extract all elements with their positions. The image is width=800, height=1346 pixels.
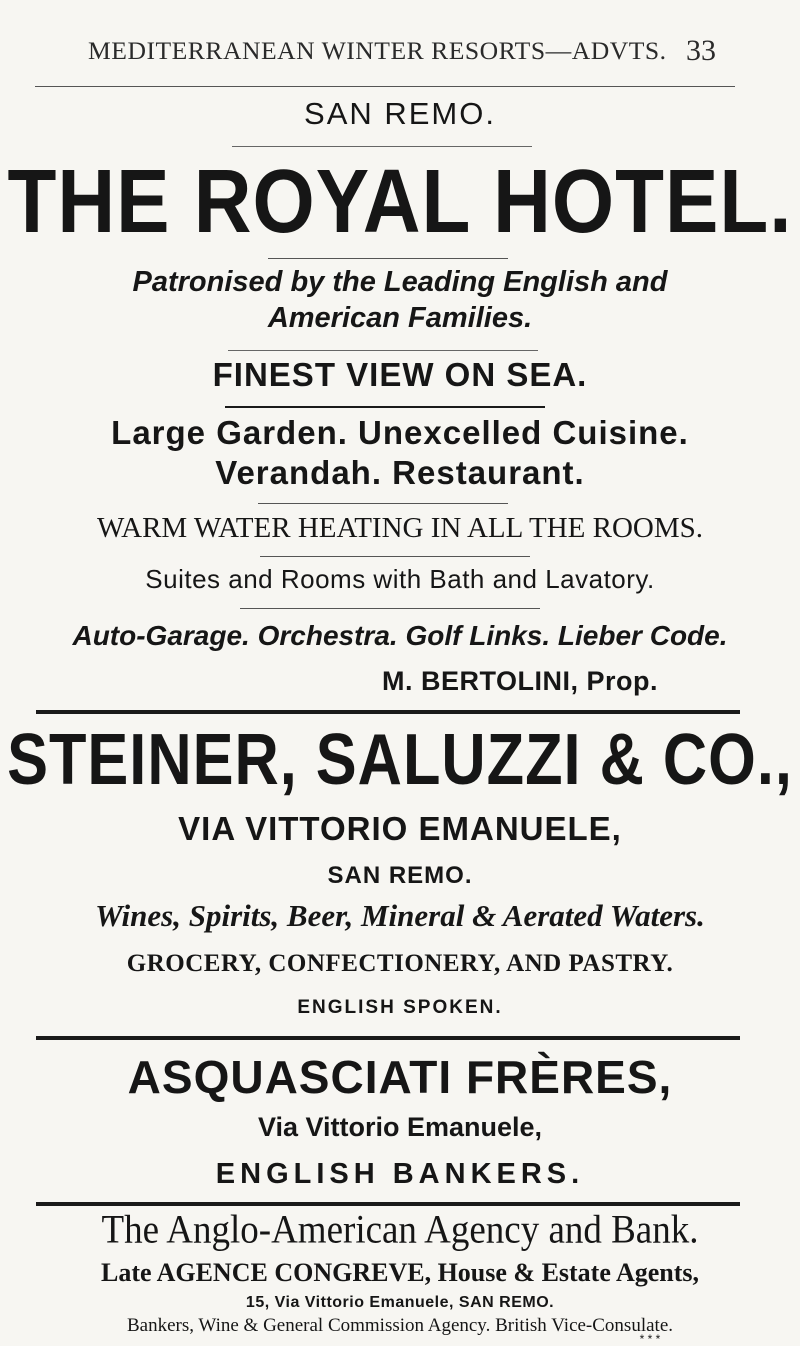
- divider: [225, 406, 545, 408]
- page-number: 33: [686, 34, 716, 67]
- patronage-line-1: Patronised by the Leading English and: [132, 266, 668, 298]
- heating-line: WARM WATER HEATING IN ALL THE ROOMS.: [96, 512, 704, 544]
- firm-name: ASQUASCIATI FRÈRES,: [127, 1051, 673, 1103]
- language-line: ENGLISH SPOKEN.: [297, 997, 503, 1018]
- divider: [258, 503, 508, 504]
- services-line: Bankers, Wine & General Commission Agency. British Vice-Consulate.: [126, 1315, 674, 1336]
- header-rule: [35, 86, 735, 87]
- agency-name: The Anglo-American Agency and Bank.: [101, 1207, 699, 1253]
- divider: [240, 608, 540, 609]
- divider: [268, 258, 508, 259]
- goods-line: Wines, Spirits, Beer, Mineral & Aerated Waters.: [95, 898, 705, 933]
- business-line: ENGLISH BANKERS.: [215, 1158, 585, 1190]
- grocery-line: GROCERY, CONFECTIONERY, AND PASTRY.: [126, 950, 674, 977]
- closing-ornament: * * *: [639, 1332, 661, 1346]
- divider: [232, 146, 532, 147]
- section-rule: [36, 710, 740, 714]
- hotel-name: THE ROYAL HOTEL.: [7, 151, 793, 251]
- amenities-line: Auto-Garage. Orchestra. Golf Links. Lieber Code.: [72, 620, 728, 651]
- features-line-2: Verandah. Restaurant.: [215, 454, 585, 491]
- town: SAN REMO.: [327, 862, 473, 889]
- patronage-line-2: American Families.: [267, 302, 533, 334]
- view-tagline: FINEST VIEW ON SEA.: [212, 356, 588, 393]
- features-line-1: Large Garden. Unexcelled Cuisine.: [111, 414, 689, 451]
- divider: [228, 350, 538, 351]
- section-rule: [36, 1036, 740, 1040]
- proprietor-line: M. BERTOLINI, Prop.: [382, 666, 659, 696]
- suites-line: Suites and Rooms with Bath and Lavatory.: [145, 564, 655, 594]
- street-address: VIA VITTORIO EMANUELE,: [178, 810, 622, 847]
- divider: [260, 556, 530, 557]
- location-heading: SAN REMO.: [304, 96, 496, 131]
- late-line: Late AGENCE CONGREVE, House & Estate Agents,: [100, 1258, 699, 1287]
- street-address: Via Vittorio Emanuele,: [257, 1112, 543, 1142]
- agency-address: 15, Via Vittorio Emanuele, SAN REMO.: [245, 1294, 555, 1311]
- running-title: MEDITERRANEAN WINTER RESORTS—ADVTS.: [88, 36, 667, 65]
- firm-name: STEINER, SALUZZI & CO.,: [7, 719, 793, 800]
